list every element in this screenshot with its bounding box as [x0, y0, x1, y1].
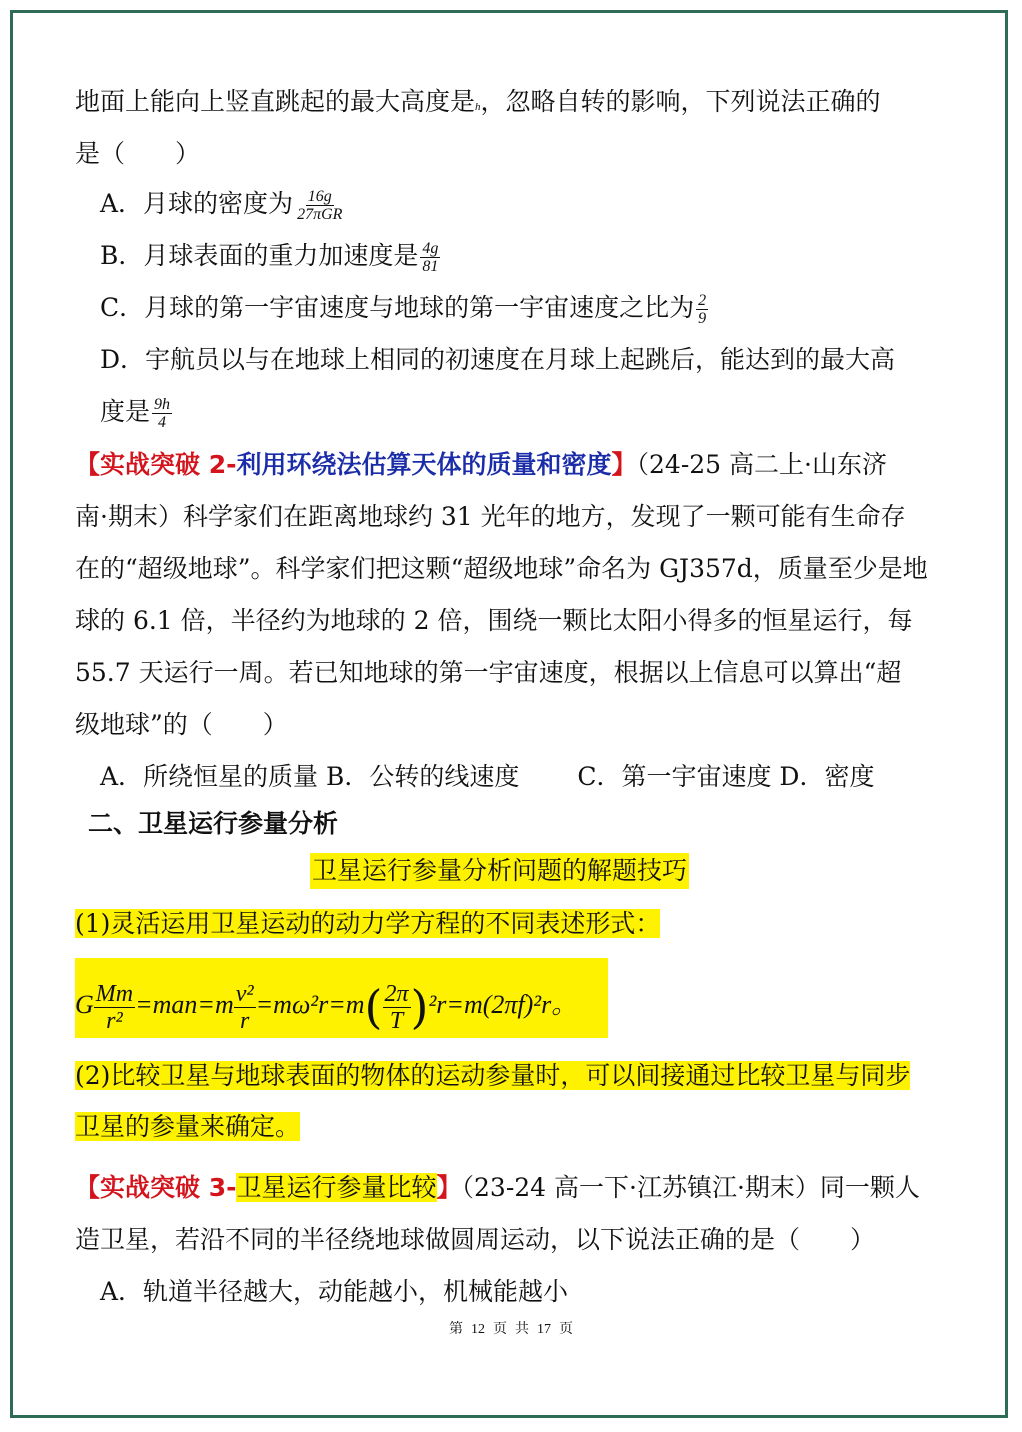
- q1-option-d-line1: D．宇航员以与在地球上相同的初速度在月球上起跳后，能达到的最大高: [100, 345, 896, 374]
- tip2-line2: [75, 1111, 300, 1143]
- q2-tag-title: 利用环绕法估算天体的质量和密度: [236, 450, 612, 479]
- q3-option-a: A．轨道半径越大，动能越小，机械能越小: [100, 1277, 569, 1306]
- option-c-fraction: [696, 292, 708, 327]
- footer-label: 页: [559, 1322, 573, 1337]
- formula-frac-2pi: [383, 981, 411, 1034]
- q1-line1a: 地面上能向上竖直跳起的最大高度是: [75, 87, 476, 116]
- dynamics-formula: [75, 958, 608, 1038]
- frac-num: 2: [698, 292, 707, 309]
- option-a-text: A．月球的密度为: [100, 189, 294, 218]
- q2-line5: 55.7 天运行一周。若已知地球的第一宇宙速度，根据以上信息可以算出“超: [75, 658, 902, 687]
- total-pages: 17: [537, 1322, 551, 1337]
- frac-den: r²: [106, 1007, 123, 1034]
- formula-g: G: [75, 989, 94, 1019]
- section-heading: 二、卫星运行参量分析: [88, 809, 339, 838]
- option-c-text: C．月球的第一宇宙速度与地球的第一宇宙速度之比为: [100, 293, 695, 322]
- option-d-fraction: [152, 396, 172, 431]
- frac-num: Mm: [95, 980, 134, 1007]
- tip2-line1-text: (2)比较卫星与地球表面的物体的运动参量时，可以间接通过比较卫星与同步: [75, 1061, 911, 1090]
- option-b-text: B．月球表面的重力加速度是: [100, 241, 419, 270]
- q3-line1: [75, 1172, 920, 1204]
- formula-tail: ²r=m(2πf)²r。: [428, 989, 578, 1019]
- q2-line3: 在的“超级地球”。科学家们把这颗“超级地球”命名为 GJ357d，质量至少是地: [75, 554, 928, 583]
- formula-line: [75, 980, 577, 1034]
- q1-option-a: [100, 188, 344, 223]
- tip1: [75, 908, 660, 940]
- q2-line2: 南·期末）科学家们在距离地球约 31 光年的地方，发现了一颗可能有生命存: [75, 502, 906, 531]
- frac-num: 2π: [384, 980, 409, 1007]
- frac-den: r: [240, 1007, 250, 1034]
- q2-tag-close: 】: [611, 450, 637, 479]
- formula-frac-v2: [234, 981, 256, 1034]
- frac-num: 4g: [422, 240, 439, 257]
- tips-title: 卫星运行参量分析问题的解题技巧: [310, 853, 689, 889]
- q1-line1b: ，忽略自转的影响，下列说法正确的: [480, 87, 881, 116]
- page-number: 12: [471, 1322, 485, 1337]
- q2-line6: 级地球”的（ ）: [75, 710, 288, 739]
- frac-den: T: [389, 1007, 404, 1034]
- option-b-fraction: [420, 240, 440, 275]
- q1-line1: [75, 86, 881, 123]
- option-d-text: 度是: [100, 397, 151, 426]
- footer-label: 共: [515, 1322, 529, 1337]
- tip2-line2-text: 卫星的参量来确定。: [75, 1112, 301, 1141]
- q3-tag-close: 】: [436, 1173, 462, 1202]
- q2-source: （24-25 高二上·山东济: [636, 450, 887, 479]
- frac-den: 9: [698, 310, 707, 327]
- frac-den: 81: [422, 258, 439, 275]
- q3-tag-title: 卫星运行参量比较: [236, 1173, 437, 1202]
- frac-num: 16g: [307, 188, 332, 205]
- q2-line1: [75, 449, 887, 481]
- q2-tag-red: 【实战突破 2-: [75, 450, 237, 479]
- right-paren: ): [410, 980, 429, 1034]
- tip2-line1: [75, 1060, 910, 1092]
- q3-line2: 造卫星，若沿不同的半径绕地球做圆周运动，以下说法正确的是（ ）: [75, 1225, 876, 1254]
- q1-option-d-line2: [100, 396, 172, 431]
- frac-den: 4: [158, 414, 167, 431]
- frac-num: 9h: [154, 396, 171, 413]
- formula-frac-mm: [94, 981, 135, 1034]
- q2-line4: 球的 6.1 倍，半径约为地球的 2 倍，围绕一颗比太阳小得多的恒星运行，每: [75, 606, 913, 635]
- footer-label: 第: [449, 1322, 463, 1337]
- footer-label: 页: [493, 1322, 507, 1337]
- frac-num: v²: [235, 980, 254, 1007]
- q1-h-var: h: [475, 101, 481, 113]
- q2-options: A．所绕恒星的质量 B．公转的线速度 C．第一宇宙速度 D．密度: [100, 762, 875, 791]
- q1-option-b: [100, 240, 440, 275]
- left-paren: (: [364, 980, 383, 1034]
- formula-eq1: =man=m: [135, 989, 234, 1019]
- formula-eq2: =mω²r=m: [255, 989, 365, 1019]
- q1-line2: 是（ ）: [75, 139, 201, 168]
- tip1-text: (1)灵活运用卫星运动的动力学方程的不同表述形式：: [75, 909, 661, 938]
- page-footer: [0, 1318, 1022, 1338]
- frac-den: 27πGR: [297, 206, 343, 223]
- q3-source: （23-24 高一下·江苏镇江·期末）同一颗人: [461, 1173, 920, 1202]
- q3-tag-red: 【实战突破 3-: [75, 1173, 237, 1202]
- option-a-fraction: [295, 188, 344, 223]
- q1-option-c: [100, 292, 708, 327]
